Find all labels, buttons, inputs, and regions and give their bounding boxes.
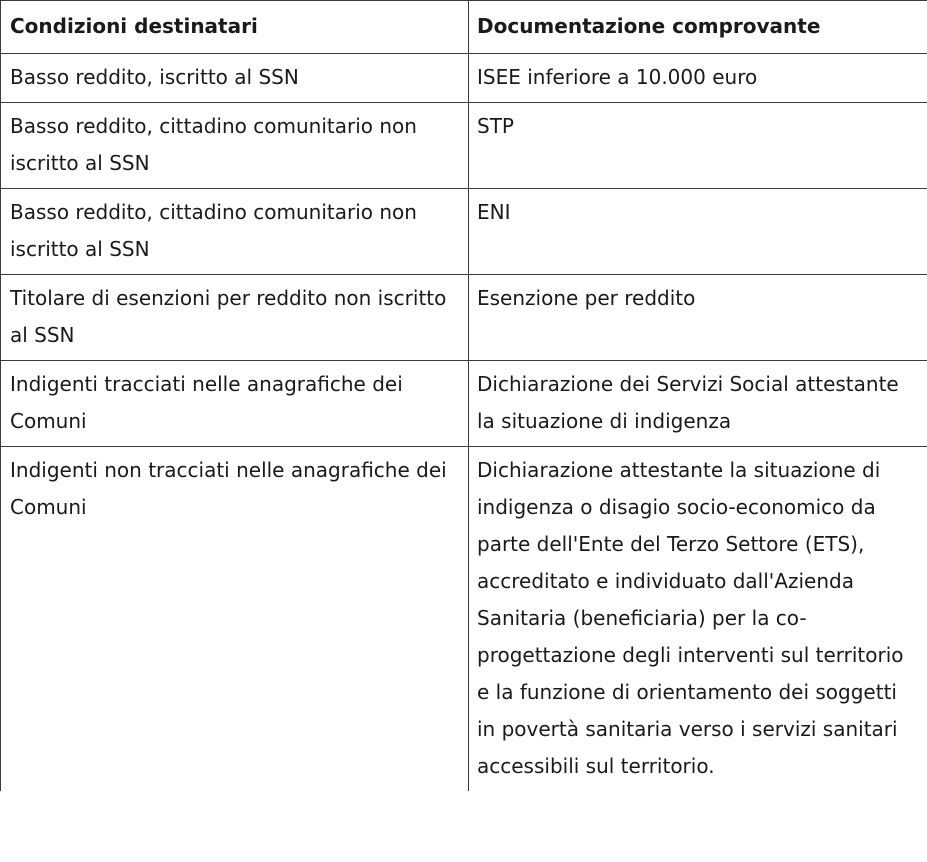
- documentation-cell: ISEE inferiore a 10.000 euro: [469, 54, 927, 103]
- condition-cell: Basso reddito, cittadino comunitario non iscritto al SSN: [1, 189, 469, 275]
- condition-cell: Basso reddito, cittadino comunitario non iscritto al SSN: [1, 103, 469, 189]
- table-row: [1, 361, 927, 447]
- column-header-documentation: Documentazione comprovante: [469, 1, 927, 54]
- condition-cell: Indigenti non tracciati nelle anagrafiche dei Comuni: [1, 447, 469, 792]
- table-row: [1, 275, 927, 361]
- table-row: [1, 54, 927, 103]
- table-row: [1, 447, 927, 792]
- documentation-cell: Esenzione per reddito: [469, 275, 927, 361]
- documentation-cell: Dichiarazione dei Servizi Social attestante la situazione di indigenza: [469, 361, 927, 447]
- documentation-cell: Dichiarazione attestante la situazione di indigenza o disagio socio-economico da parte dell'Ente del Terzo Settore (ETS), accreditato e individuato dall'Azienda Sanitaria (beneficiaria) per la co-progettazione degli interventi sul territorio e la funzione di orientamento dei soggetti in povertà sanitaria verso i servizi sanitari accessibili sul territorio.: [469, 447, 927, 792]
- documentation-cell: ENI: [469, 189, 927, 275]
- column-header-conditions: Condizioni destinatari: [1, 1, 469, 54]
- condition-cell: Basso reddito, iscritto al SSN: [1, 54, 469, 103]
- table-row: [1, 189, 927, 275]
- table-row: [1, 103, 927, 189]
- condition-cell: Titolare di esenzioni per reddito non iscritto al SSN: [1, 275, 469, 361]
- table-header-row: [1, 1, 927, 54]
- condition-cell: Indigenti tracciati nelle anagrafiche dei Comuni: [1, 361, 469, 447]
- documentation-cell: STP: [469, 103, 927, 189]
